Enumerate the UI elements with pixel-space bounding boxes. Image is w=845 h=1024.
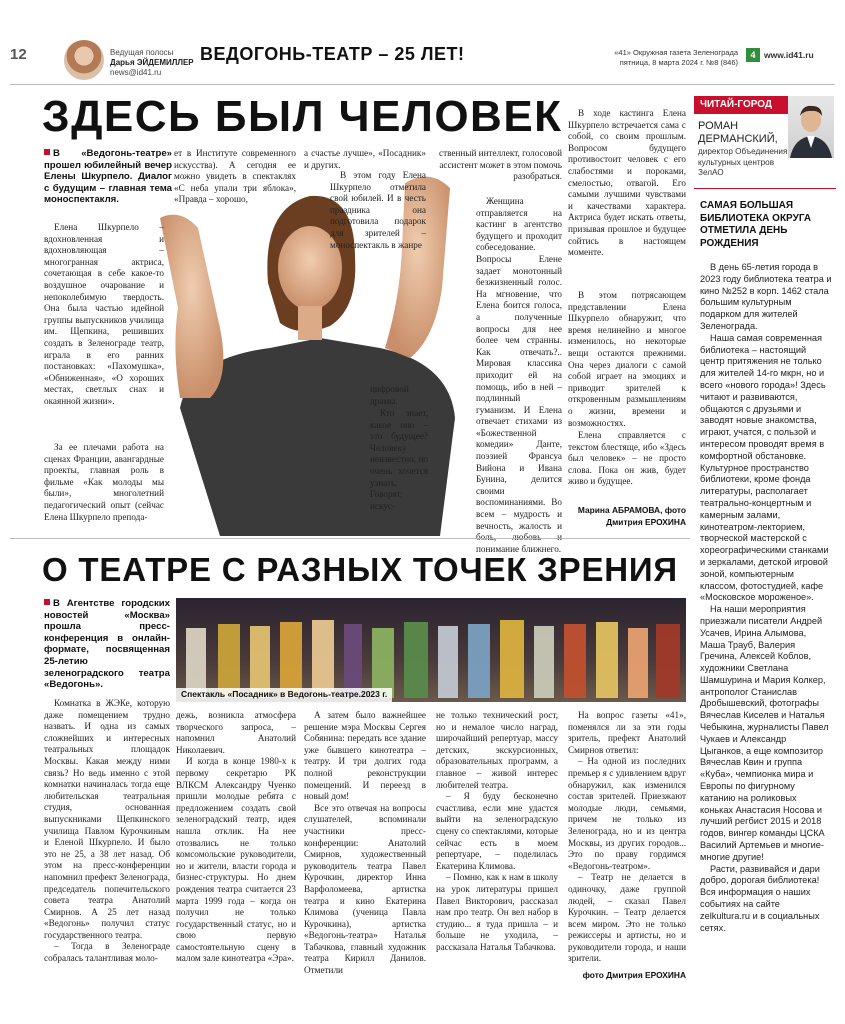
article1-col5 xyxy=(568,108,686,286)
article1-lead xyxy=(44,148,172,220)
article1-col1-text: Елена Шкурпело – вдохновленная и вдохновляющая – многогранная актриса, сочетающая в себе какое-то воздушное очарование и непоколебимую твердость. Она была частью идейной группы выпускников училища им. Щепкина, решивших создать в Зеленограде театр, играла в его ранних постановках: «Пахомушка», «Обниженная», «О хороших местах, светлых снах и окаянной жизни». xyxy=(44,222,164,406)
article1-col2-text: ет в Институте современного искусства). А сегодня ее можно увидеть в спектаклях «С неба упали три яблока», «Правда – хорошо, xyxy=(174,148,296,205)
article1-col3d-text: Кто знает, какое оно – это будущее? Человеку неизвестно, но очень хочется узнать. Говорят, искус- xyxy=(370,408,428,511)
article2-col5-text: На вопрос газеты «41», поменялся ли за эти годы зритель, префект Анатолий Смирнов ответил: xyxy=(568,710,686,755)
article2-col4-text: не только технический рост, но и немалое число наград, широчайший репертуар, массу детских, экскурсионных, образовательных программ, а главное – живой интерес любителей театра. xyxy=(436,710,558,790)
article2-photo-credit: фото Дмитрия ЕРОХИНА xyxy=(582,970,686,980)
article1-col2 xyxy=(174,148,296,240)
editor-name: Дарья ЭЙДЕМИЛЛЕР xyxy=(110,58,194,67)
article1-lead-text: В «Ведогонь-театре» прошел юбилейный вечер Елены Шкурпело. Диалог с будущим – главная тема моноспектакля. xyxy=(44,148,172,206)
article1-col5b xyxy=(568,290,686,428)
article2-col5b-text: – На одной из последних премьер я с удивлением вдруг обнаружил, как изменился состав зрителей. Приезжают молодые люди, семьями, причем не только из Зеленограда, но и из центра Москвы, из других городов... Это по праву гордимся «Ведогонь-театром». xyxy=(568,756,686,871)
article2-col2-text: дежь, возникла атмосфера творческого запроса, – напомнил Анатолий Николаевич. xyxy=(176,710,296,755)
sidebar-p3: На наши мероприятия приезжали писатели Андрей Усачев, Ирина Алымова, Маша Трауб, Валерия Гречина, Алексей Коблов, художники Светлана Шамшурина и Мария Колкер, антрополог Станислав Дробышевский, фотографы Вячеслав Киселев и Наталья Чебыкина, журналисты Павел Чукаев и Александр Цыганков, а еще композитор Вячеслав Квин и группа «Куба», чемпионка мира и Европы по фигурному катанию на роликовых коньках Анастасия Носова и лучший регбист 2015 и 2018 годов, вингер команды ЦСКА Василий Артемьев и многие-многие другие! xyxy=(700,604,829,862)
article1-bottom-divider xyxy=(10,538,690,539)
article1-author: Марина АБРАМОВА, фото Дмитрия ЕРОХИНА xyxy=(577,505,686,527)
article2-col3-text: А затем было важнейшее решение мэра Москвы Сергея Собянина: передать все здание уже бывшего кинотеатра – театру. И три долгих года полной реконструкции помещений. И переезд в новый дом! xyxy=(304,710,426,802)
article2-col5c-text: – Театр не делается в одиночку, даже группой людей, – сказал Павел Курочкин. – Театр делается всем миром. Это не только режиссеры и артисты, но и руководители города, и наши зрители. xyxy=(568,872,686,964)
article1-col4b xyxy=(436,196,562,554)
person-first-name: РОМАН xyxy=(698,120,739,132)
article2-lead xyxy=(44,598,170,696)
article1-col4 xyxy=(436,148,562,196)
article1-col5c xyxy=(568,430,686,490)
article1-col3 xyxy=(304,148,426,170)
paper-line2: пятница, 8 марта 2024 г. №8 (846) xyxy=(619,58,738,67)
lead-marker-icon xyxy=(44,149,50,155)
article1-col3-text: а счастье лучше», «Посадник» и других. xyxy=(304,148,426,170)
sidebar-p1: В день 65-летия города в 2023 году библиотека театра и кино №252 в корп. 1462 стала большим культурным подарком для жителей Зеленограда. xyxy=(700,262,832,331)
article1-col5-text: В ходе кастинга Елена Шкурпело встречается сама с собой, со своим прошлым. Вопросом будущего противостоит человек с его слабостями и пороками, смелостью, отвагой. Его самыми лучшими чувствами и качествами характера. Актриса будет искать ответы, призывая прошлое и будущее сойтись в настоящем моменте. xyxy=(568,108,686,258)
editor-caption: Ведущая полосы xyxy=(110,48,174,57)
person-role: директор Объединения культурных центров ЗелАО xyxy=(698,147,788,177)
article2-lead-text: В Агентстве городских новостей «Москва» прошла пресс-конференция в онлайн-формате, посвященная 25-летию зеленоградского театра «Ведогонь». xyxy=(44,598,170,691)
sidebar-title: САМАЯ БОЛЬШАЯ БИБЛИОТЕКА ОКРУГА ОТМЕТИЛА ДЕНЬ РОЖДЕНИЯ xyxy=(700,200,812,249)
header-divider xyxy=(10,84,835,85)
person-photo xyxy=(788,96,834,158)
article1-col1b xyxy=(44,442,164,534)
lead2-marker-icon xyxy=(44,599,50,605)
article1-col1b-text: За ее плечами работа на сценах Франции, авангардные проекты, главная роль в фильме «Как молоды мы были», многолетний педагогический опыт (сейчас Елена Шкурпело препода- xyxy=(44,442,164,522)
sidebar-p2: Наша самая современная библиотека – настоящий центр притяжения не только для жителей 14-го мкрн, но и всего «нового города»! Здесь читают и развиваются, общаются с друзьями и заводят новые знакомства, играют, учатся, с пользой и интересом проводят время в комфортной обстановке. Культурное пространство библиотеки, кроме фонда литературы, располагает театрально-концертным и камерным залами, кинотеатром-лекторием, творческой мастерской с хореографическими станками и зеркалами, детской игровой зоной, компьютерным классом, фотостудией, кафе «Московское мороженое». xyxy=(700,332,829,603)
article1-title: ЗДЕСЬ БЫЛ ЧЕЛОВЕК xyxy=(42,92,563,141)
article2-col4b-text: – Я буду бесконечно счастлива, если мне удастся выйти на зеленоградскую сцену со спектаклями, которые сейчас есть в моем репертуаре, – поделилась Екатерина Климова. xyxy=(436,791,558,871)
article1-col3b xyxy=(330,170,426,296)
article2-col2 xyxy=(176,710,296,970)
article1-col4-text: ственный интеллект, голосовой ассистент может в этом помочь разобраться. xyxy=(439,148,562,182)
article1-col5b-text: В этом потрясающем представлении Елена Шкурпело обнаружит, что время нелинейно и многое изменилось, но некоторые вещи остаются прежними. Она через диалоги с самой собой играет на эмоциях и приводит зрителей к откровенным размышлениям о жизни, времени и возможностях. xyxy=(568,290,686,428)
person-last-name: ДЕРМАНСКИЙ, xyxy=(698,133,778,145)
logo-41-icon: 4 xyxy=(746,48,760,62)
article1-col5c-text: Елена справляется с текстом блестяще, ибо «Здесь был человек» – не просто слова. Пока он жив, будет живо и будущее. xyxy=(568,430,686,487)
article2-col3 xyxy=(304,710,426,976)
editor-email: news@id41.ru xyxy=(110,68,162,77)
article2-col1-text: Комнатка в ЖЭКе, которую даже помещением трудно назвать. И одна из самых сложнейших и интересных театральных площадок Москвы. Какая между ними связь? Но ведь именно с этой комнатки начиналась тогда еще любительская театральная студия, основанная выпускниками Щепкинского училища Павлом Курочкиным и Еленой Шкурпело. И было это не 25, а 38 лет назад. Об этом на пресс-конференции напомнил префект Зеленограда, председатель попечительского совета театра Анатолий Смирнов. А 25 лет назад «Ведогонь» получил статус государственного театра. xyxy=(44,698,170,940)
article2-col4c-text: – Помню, как к нам в школу на урок литературы пришел Павел Викторович, рассказал нам про театр. Он вел набор в студию... я туда пришла – и больше не уходила, – рассказала Наталья Табачкова. xyxy=(436,872,558,952)
article1-col3d xyxy=(370,408,428,534)
sidebar-body xyxy=(700,262,832,1012)
site-url[interactable]: www.id41.ru xyxy=(764,50,814,60)
article1-col3c-text: цифровой драмы. xyxy=(370,384,409,406)
article2-col1 xyxy=(44,698,170,968)
article2-col3b-text: Все это отвечая на вопросы слушателей, вспоминали участники пресс-конференции: Анатолий Смирнов, художественный руководитель театра Павел Курочкин, директор Инна Варфоломеева, артистка театра и кино Екатерина Климова (ученица Павла Курочкина), артистка «Ведогонь-театра» Наталья Табачкова, главный художник театра Кирилл Данилов. Отметили xyxy=(304,802,426,976)
article2-col1b-text: – Тогда в Зеленограде собралась талантливая моло- xyxy=(44,941,170,964)
stage-photo-caption: Спектакль «Посадник» в Ведогонь-театре.2023 г. xyxy=(176,688,392,702)
editor-avatar xyxy=(64,40,104,80)
sidebar-rubric: ЧИТАЙ-ГОРОД xyxy=(694,96,788,114)
section-title: ВЕДОГОНЬ-ТЕАТР – 25 ЛЕТ! xyxy=(200,44,465,64)
sidebar-divider xyxy=(694,188,836,189)
article2-title: О ТЕАТРЕ С РАЗНЫХ ТОЧЕК ЗРЕНИЯ xyxy=(42,551,678,588)
article1-col1 xyxy=(44,222,164,440)
article1-col4b-text: Женщина отправляется на кастинг в агентство будущего и проходит собеседование. Вопросы Елене задает монотонный безжизненный голос. На мгновение, что Елена боится голоса, а полученные вопросы для нее более чем странны. Как отвечать?.. Мировая классика приходит ей на помощь, ибо в ней – подлинный гуманизм. И Елена отвечает стихами из «Божественной комедии» Данте, поэзией Франсуа Вийона и Ивана Бунина, делится своими воспоминаниями. Во всем – мудрость и вечность, жалость и понимание ближнего. xyxy=(476,196,562,554)
page-number: 12 xyxy=(10,46,27,63)
article2-col5 xyxy=(568,710,686,966)
article2-col4 xyxy=(436,710,558,970)
paper-line1: «41» Окружная газета Зеленограда xyxy=(614,48,738,57)
article2-col2b-text: И когда в конце 1980-х к первому секретарю РК ВЛКСМ Александру Чуенко пришли молодые ребята с предложением создать свой зеленоградский театр, идея нашла отклик. На нее отозвались не только комсомольские руководители, но и жители, власти города и бизнес-структуры. Но днем рождения театра считается 23 марта 1999 года – когда он получил не только государственный статус, но и свою первую самостоятельную сцену в малом зале кинотеатра «Эра». xyxy=(176,756,296,964)
stage-photo xyxy=(176,598,686,702)
sidebar-p4: Расти, развивайся и дари добро, дорогая библиотека! Вся информация о наших событиях на сайте zelkultura.ru и в социальных сетях. xyxy=(700,863,820,933)
article1-col3b-text: В этом году Елена Шкурпело отметила свой юбилей. И в честь праздника она подготовила подарок для зрителей – моноспектакль в жанре xyxy=(330,170,426,250)
article1-col3c xyxy=(370,384,430,408)
